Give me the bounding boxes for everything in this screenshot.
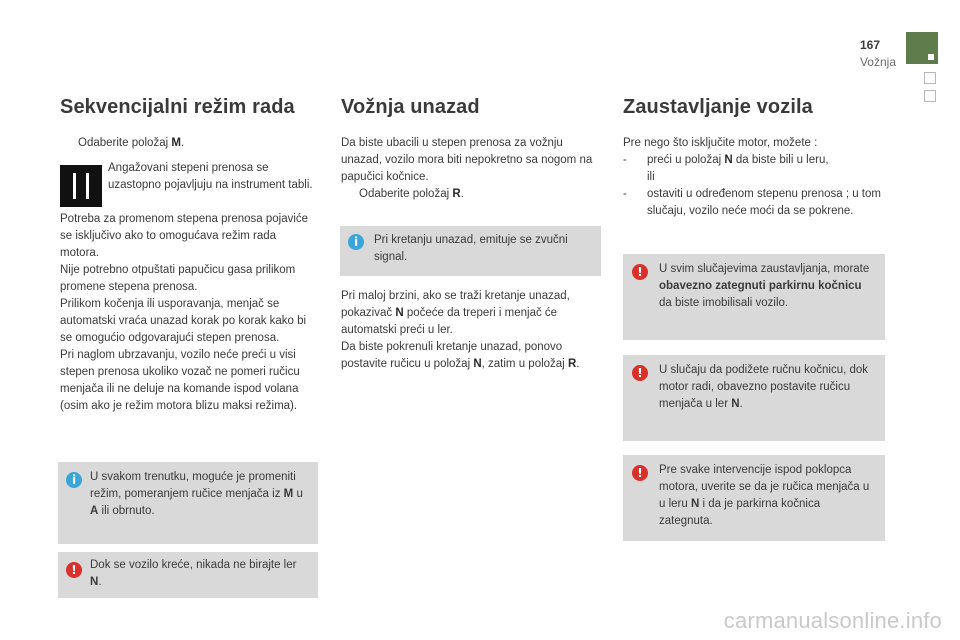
warning-icon: !	[632, 465, 648, 481]
warning-icon: !	[66, 562, 82, 578]
page-number: 167	[859, 38, 880, 52]
warning-icon: !	[632, 365, 648, 381]
heading-sequential-mode: Sekvencijalni režim rada	[60, 96, 295, 118]
info-note: i U svakom trenutku, moguće je promeniti režim, pomeranjem ručice menjača iz M u A ili obrnuto.	[58, 462, 318, 544]
indicator-description: Angažovani stepeni prenosa se uzastopno pojavljuju na instrument tabli.	[108, 162, 313, 191]
body-text: Potreba za promenom stepena prenosa pojaviće se isključivo ako to omogućava režim rada motora. Nije potrebno otpuštati papučicu gasa prilikom promene stepena prenosa. Prilikom kočenja ili usporavanja, menjač se automatski vraća unazad korak po korak kako bi se omogućio odgovarajući stepen prenosa. Pri naglom ubrzavanju, vozilo neće preći u visi stepen prenosa ukoliko vozač ne pomeri ručicu menjača ili ne deluje na komande ispod volana (osim ako je režim motora blizu maksi režima).	[60, 213, 309, 412]
list-item: - ostaviti u određenom stepenu prenosa ; u tom slučaju, vozilo neće moći da se pokrene.	[623, 188, 881, 217]
stopping-intro: Pre nego što isključite motor, možete :	[623, 137, 818, 149]
stopping-list	[623, 152, 885, 220]
info-icon: i	[348, 234, 364, 250]
reverse-body: Pri maloj brzini, ako se traži kretanje unazad, pokazivač N počeće da treperi i menjač će automatski preći u ler. Da biste pokrenuli kretanje unazad, ponovo postavite ručicu u položaj N, zatim u položaj R.	[341, 290, 580, 370]
warning-icon: !	[632, 264, 648, 280]
warning-note: ! U svim slučajevima zaustavljanja, morate obavezno zategnuti parkirnu kočnicu da biste imobilisali vozilo.	[623, 254, 885, 340]
step-select-r: Odaberite položaj R.	[359, 188, 464, 200]
section-title: Vožnja	[859, 55, 896, 69]
reverse-intro: Da biste ubacili u stepen prenosa za vožnju unazad, vozilo mora biti nepokretno sa nogom na papučici kočnice.	[341, 137, 593, 183]
heading-stopping: Zaustavljanje vozila	[623, 96, 813, 118]
section-tab	[906, 32, 938, 64]
outline-square	[924, 90, 936, 102]
watermark: carmanualsonline.info	[723, 608, 942, 633]
info-note: i Pri kretanju unazad, emituje se zvučni signal.	[340, 226, 601, 276]
warning-note: ! Pre svake intervencije ispod poklopca motora, uverite se da je ručica menjača u u leru N i da je parkirna kočnica zategnuta.	[623, 455, 885, 541]
warning-note: ! Dok se vozilo kreće, nikada ne birajte ler N.	[58, 552, 318, 598]
step-select-m: Odaberite položaj M.	[78, 137, 185, 149]
list-item: - preći u položaj N da biste bili u leru, ili	[623, 154, 829, 183]
heading-reverse: Vožnja unazad	[341, 96, 480, 118]
outline-square	[924, 72, 936, 84]
warning-note: ! U slučaju da podižete ručnu kočnicu, dok motor radi, obavezno postavite ručicu menjača u ler N.	[623, 355, 885, 441]
info-icon: i	[66, 472, 82, 488]
tab-marker	[928, 54, 934, 60]
gear-indicator-icon	[60, 165, 102, 207]
